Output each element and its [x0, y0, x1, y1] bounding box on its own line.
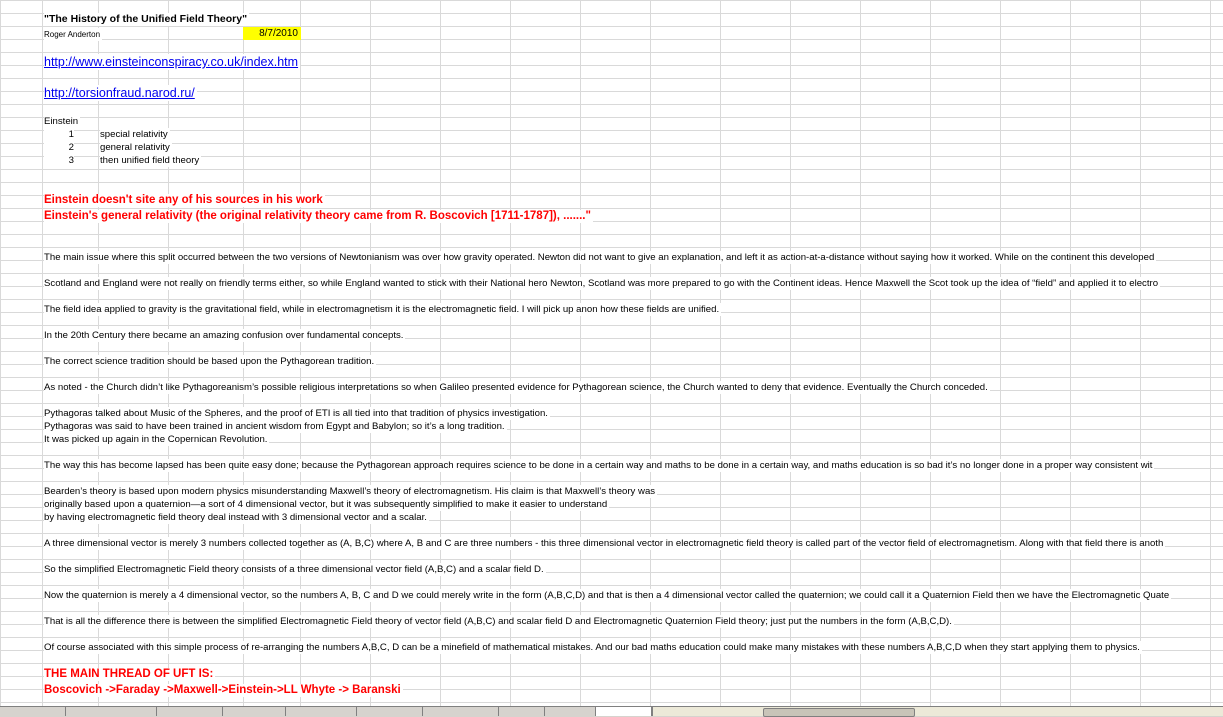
paragraph-cell[interactable]: Now the quaternion is merely a 4 dimensional vector, so the numbers A, B, C and D we could merely write in the form (A,B,C,D) and that is then a 4 dimensional vector called the quaternion; we could call it a Quaternion Field then we have the Electromagnetic Quate	[44, 590, 1170, 601]
paragraph-cell[interactable]: That is all the difference there is between the simplified Electromagnetic Field theory of vector field (A,B,C) and scalar field D and Electromagnetic Quaternion Field theory; just put the numbers in the form (A,B,C,D).	[44, 616, 952, 627]
paragraph-cell[interactable]: Scotland and England were not really on friendly terms either, so while England wanted to stick with their National hero Newton, Scotland was more prepared to go with the Continent ideas. Hence Maxwell the Scot took up the idea of “field” and applied it to electro	[44, 278, 1159, 289]
paragraph-cell[interactable]: In the 20th Century there became an amazing confusion over fundamental concepts.	[44, 330, 404, 341]
sheet-tab-bar	[0, 706, 1223, 717]
sheet-tab[interactable]	[286, 707, 357, 716]
horizontal-scrollbar[interactable]	[652, 707, 1223, 716]
sheet-tab[interactable]	[357, 707, 423, 716]
einstein-label[interactable]: Einstein	[44, 116, 79, 127]
item-number[interactable]: 1	[44, 128, 74, 141]
paragraph-cell[interactable]: originally based upon a quaternion—a sort of 4 dimensional vector, but it was subsequently simplified to make it easier to understand	[44, 499, 608, 510]
red-note[interactable]: Einstein's general relativity (the original relativity theory came from R. Boscovich [1711-1787]), ......."	[44, 210, 591, 222]
paragraph-cell[interactable]: The correct science tradition should be based upon the Pythagorean tradition.	[44, 356, 375, 367]
item-number[interactable]: 3	[44, 154, 74, 167]
paragraph-cell[interactable]: Pythagoras talked about Music of the Spheres, and the proof of ETI is all tied into that tradition of physics investigation.	[44, 408, 548, 419]
link-einsteinconspiracy[interactable]: http://www.einsteinconspiracy.co.uk/index.htm	[44, 55, 299, 69]
item-text[interactable]: then unified field theory	[100, 155, 200, 166]
red-note[interactable]: Einstein doesn't site any of his sources in his work	[44, 194, 323, 206]
thread-heading[interactable]: THE MAIN THREAD OF UFT IS:	[44, 668, 214, 680]
item-text[interactable]: general relativity	[100, 142, 170, 153]
column-divider	[1210, 0, 1211, 706]
link-torsionfraud[interactable]: http://torsionfraud.narod.ru/	[44, 86, 195, 100]
paragraph-cell[interactable]: So the simplified Electromagnetic Field theory consists of a three dimensional vector field (A,B,C) and a scalar field D.	[44, 564, 544, 575]
paragraph-cell[interactable]: It was picked up again in the Copernican Revolution.	[44, 434, 268, 445]
item-number[interactable]: 2	[44, 141, 74, 154]
author-cell[interactable]: Roger Anderton	[44, 30, 101, 39]
sheet-tab-active[interactable]	[596, 707, 652, 716]
column-divider	[42, 0, 43, 706]
thread-line[interactable]: Boscovich ->Faraday ->Maxwell->Einstein->LL Whyte -> Baranski	[44, 684, 401, 696]
sheet-tab[interactable]	[545, 707, 596, 716]
paragraph-cell[interactable]: As noted - the Church didn’t like Pythagoreanism’s possible religious interpretations so when Galileo presented evidence for Pythagorean science, the Church wanted to deny that evidence. Eventually the Church conceded.	[44, 382, 988, 393]
sheet-tab[interactable]	[423, 707, 499, 716]
item-text[interactable]: special relativity	[100, 129, 168, 140]
sheet-tab[interactable]	[499, 707, 545, 716]
paragraph-cell[interactable]: The way this has become lapsed has been quite easy done; because the Pythagorean approach requires science to be done in a certain way and maths to be done in a certain way, and maths education is so bad it’s no longer done in a proper way consistent wit	[44, 460, 1153, 471]
paragraph-cell[interactable]: The field idea applied to gravity is the gravitational field, while in electromagnetism it is the electromagnetic field. I will pick up anon how these fields are unified.	[44, 304, 720, 315]
sheet-tab[interactable]	[66, 707, 157, 716]
paragraph-cell[interactable]: The main issue where this split occurred between the two versions of Newtonianism was over how gravity operated. Newton did not want to give an explanation, and left it as action-at-a-distance without saying how it worked. While on the continent this developed	[44, 252, 1155, 263]
date-cell[interactable]: 8/7/2010	[243, 27, 301, 40]
sheet-tab[interactable]	[157, 707, 223, 716]
document-title[interactable]: "The History of the Unified Field Theory"	[44, 13, 248, 25]
paragraph-cell[interactable]: Of course associated with this simple process of re-arranging the numbers A,B,C, D can be a minefield of mathematical mistakes. And our bad maths education could make many mistakes with these numbers A,B,C,D when they start applying them to physics.	[44, 642, 1140, 653]
paragraph-cell[interactable]: by having electromagnetic field theory deal instead with 3 dimensional vector and a scalar.	[44, 512, 427, 523]
paragraph-cell[interactable]: Pythagoras was said to have been trained in ancient wisdom from Egypt and Babylon; so it’s a long tradition.	[44, 421, 505, 432]
paragraph-cell[interactable]: A three dimensional vector is merely 3 numbers collected together as (A, B,C) where A, B and C are three numbers - this three dimensional vector in electromagnetic field theory is called part of the vector field of electromagnetism. Along with that field there is anoth	[44, 538, 1164, 549]
sheet-tab[interactable]	[0, 707, 66, 716]
paragraph-cell[interactable]: Bearden’s theory is based upon modern physics misunderstanding Maxwell’s theory of electromagnetism. His claim is that Maxwell’s theory was	[44, 486, 656, 497]
sheet-tab[interactable]	[223, 707, 286, 716]
